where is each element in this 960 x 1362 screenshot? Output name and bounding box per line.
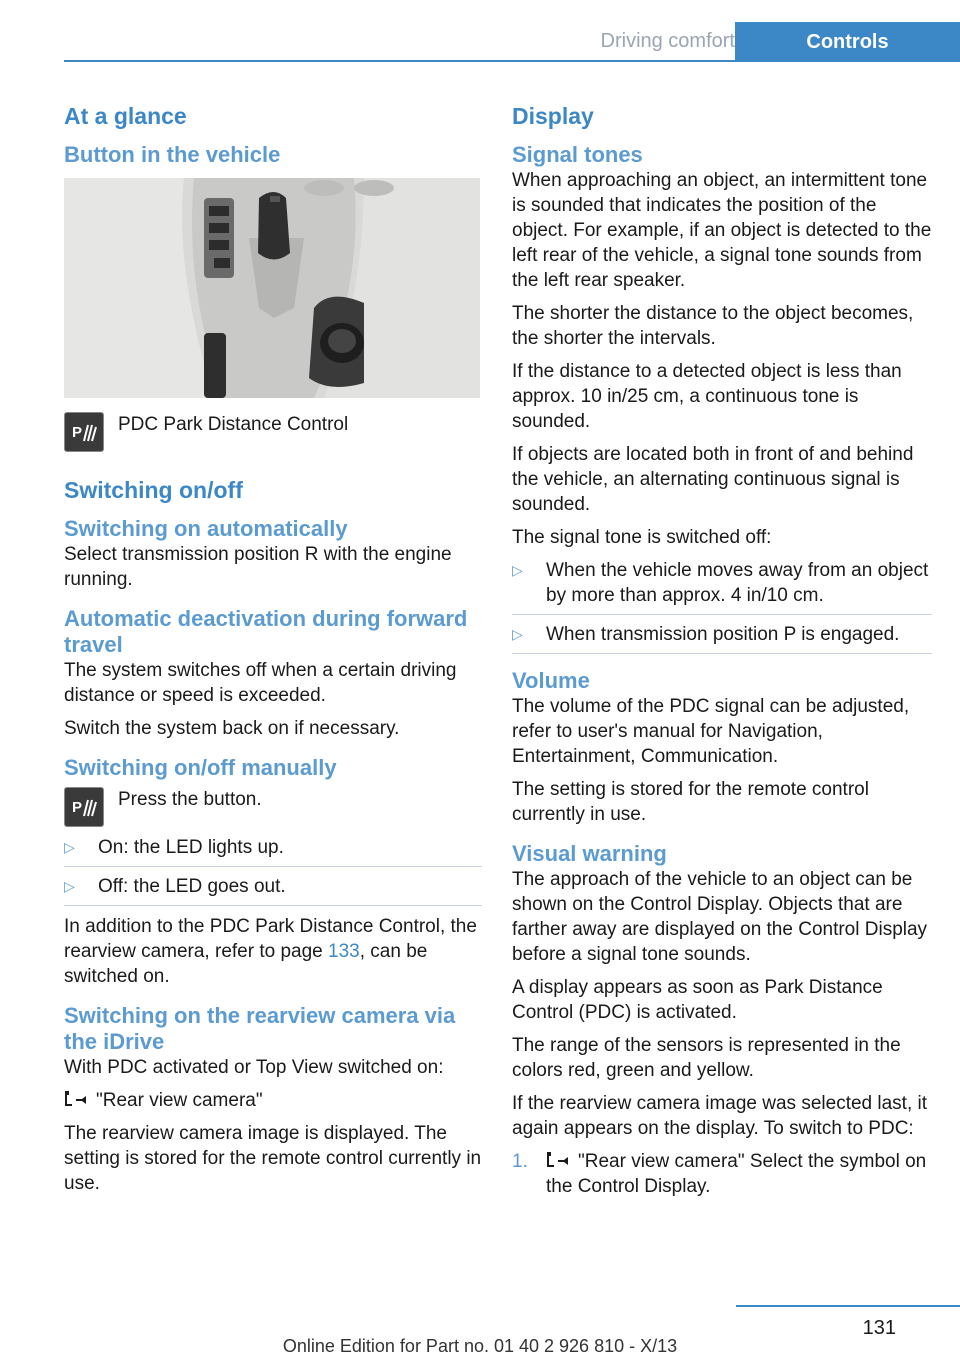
paragraph-auto-on: Select transmission position R with the engine running. bbox=[64, 544, 452, 590]
press-button-row bbox=[64, 787, 482, 827]
list-item: 1. "Rear view camera" Select the symbol on the Control Display. bbox=[512, 1151, 927, 1197]
header-chapter-tab: Controls bbox=[735, 22, 960, 62]
center-console-illustration bbox=[64, 178, 480, 398]
heading-switching-on-off: Switching on/off bbox=[64, 477, 243, 503]
list-item: ▷ When the vehicle moves away from an object by more than approx. 4 in/10 cm. bbox=[512, 558, 932, 615]
triangle-bullet-icon: ▷ bbox=[64, 878, 75, 894]
heading-rearview-camera-idrive: Switching on the rearview camera via the iDrive bbox=[64, 1003, 456, 1054]
paragraph-tones-2: The shorter the distance to the object becomes, the shorter the intervals. bbox=[512, 303, 914, 349]
page-reference-link[interactable]: 133 bbox=[328, 941, 360, 962]
header-rule bbox=[64, 60, 960, 62]
paragraph-visual-1: The approach of the vehicle to an object can be shown on the Control Display. Objects that are farther away are displayed on the Control Display before a signal tone sounds. bbox=[512, 869, 928, 965]
paragraph-camera-display: The rearview camera image is displayed. The setting is stored for the remote control currently in use. bbox=[64, 1123, 482, 1194]
center-console-photo bbox=[64, 178, 480, 398]
rear-view-camera-icon bbox=[546, 1152, 572, 1170]
triangle-bullet-icon: ▷ bbox=[512, 626, 523, 642]
page-header bbox=[0, 0, 960, 62]
paragraph-visual-2: A display appears as soon as Park Distance Control (PDC) is activated. bbox=[512, 977, 883, 1023]
heading-automatic-deactivation: Automatic deactivation during forward travel bbox=[64, 606, 468, 657]
heading-button-in-vehicle: Button in the vehicle bbox=[64, 142, 281, 167]
left-column bbox=[64, 100, 482, 1204]
heading-volume: Volume bbox=[512, 668, 590, 693]
list-item: ▷ On: the LED lights up. bbox=[64, 835, 482, 867]
paragraph-volume-2: The setting is stored for the remote control currently in use. bbox=[512, 779, 869, 825]
footer-rule bbox=[736, 1305, 960, 1307]
paragraph-visual-3: The range of the sensors is represented in the colors red, green and yellow. bbox=[512, 1035, 901, 1081]
heading-switching-on-automatically: Switching on automatically bbox=[64, 516, 348, 541]
paragraph-auto-off-1: The system switches off when a certain driving distance or speed is exceeded. bbox=[64, 660, 457, 706]
svg-text:P: P bbox=[72, 424, 83, 441]
paragraph-volume-1: The volume of the PDC signal can be adjusted, refer to user's manual for Navigation, Entertainment, Communication. bbox=[512, 696, 910, 767]
pdc-label: PDC Park Distance Control bbox=[118, 414, 349, 435]
pdc-button-icon bbox=[64, 787, 104, 827]
list-item: ▷ When transmission position P is engaged. bbox=[512, 622, 932, 654]
led-state-list bbox=[64, 835, 482, 906]
step-number: 1. bbox=[512, 1151, 528, 1172]
pdc-button-legend bbox=[64, 412, 482, 452]
paragraph-auto-off-2: Switch the system back on if necessary. bbox=[64, 718, 400, 739]
triangle-bullet-icon: ▷ bbox=[64, 839, 75, 855]
triangle-bullet-icon: ▷ bbox=[512, 562, 523, 578]
header-section-label: Driving comfort bbox=[600, 30, 735, 52]
svg-text:P: P bbox=[72, 799, 83, 816]
list-item: ▷ Off: the LED goes out. bbox=[64, 874, 482, 906]
paragraph-tones-4: If objects are located both in front of and behind the vehicle, an alternating continuous signal is sounded. bbox=[512, 444, 914, 515]
heading-signal-tones: Signal tones bbox=[512, 142, 643, 167]
heading-switching-manually: Switching on/off manually bbox=[64, 755, 337, 780]
press-button-text: Press the button. bbox=[118, 789, 262, 810]
paragraph-tones-5: The signal tone is switched off: bbox=[512, 527, 772, 548]
paragraph-with-pdc: With PDC activated or Top View switched on: bbox=[64, 1057, 444, 1078]
tone-off-list bbox=[512, 558, 932, 654]
rear-view-camera-icon bbox=[64, 1091, 90, 1109]
pdc-park-distance-icon bbox=[64, 412, 104, 452]
paragraph-rearview-addition: In addition to the PDC Park Distance Control, the rearview camera, refer to page 133, can be switched on. bbox=[64, 916, 477, 987]
heading-display: Display bbox=[512, 103, 594, 129]
heading-at-a-glance: At a glance bbox=[64, 103, 187, 129]
edition-footer: Online Edition for Part no. 01 40 2 926 810 - X/13 bbox=[282, 1336, 678, 1356]
heading-visual-warning: Visual warning bbox=[512, 841, 667, 866]
switch-to-pdc-steps bbox=[512, 1149, 932, 1199]
right-column bbox=[512, 100, 932, 1199]
paragraph-tones-3: If the distance to a detected object is less than approx. 10 in/25 cm, a continuous tone is sounded. bbox=[512, 361, 902, 432]
page-number: 131 bbox=[862, 1317, 896, 1339]
paragraph-tones-1: When approaching an object, an intermittent tone is sounded that indicates the position of the object. For example, if an object is detected to the left rear of the vehicle, a signal tone sounds from the left rear speaker. bbox=[512, 170, 932, 291]
paragraph-visual-4: If the rearview camera image was selected last, it again appears on the display. To switch to PDC: bbox=[512, 1093, 928, 1139]
rear-view-camera-menu-row: "Rear view camera" bbox=[64, 1088, 482, 1113]
